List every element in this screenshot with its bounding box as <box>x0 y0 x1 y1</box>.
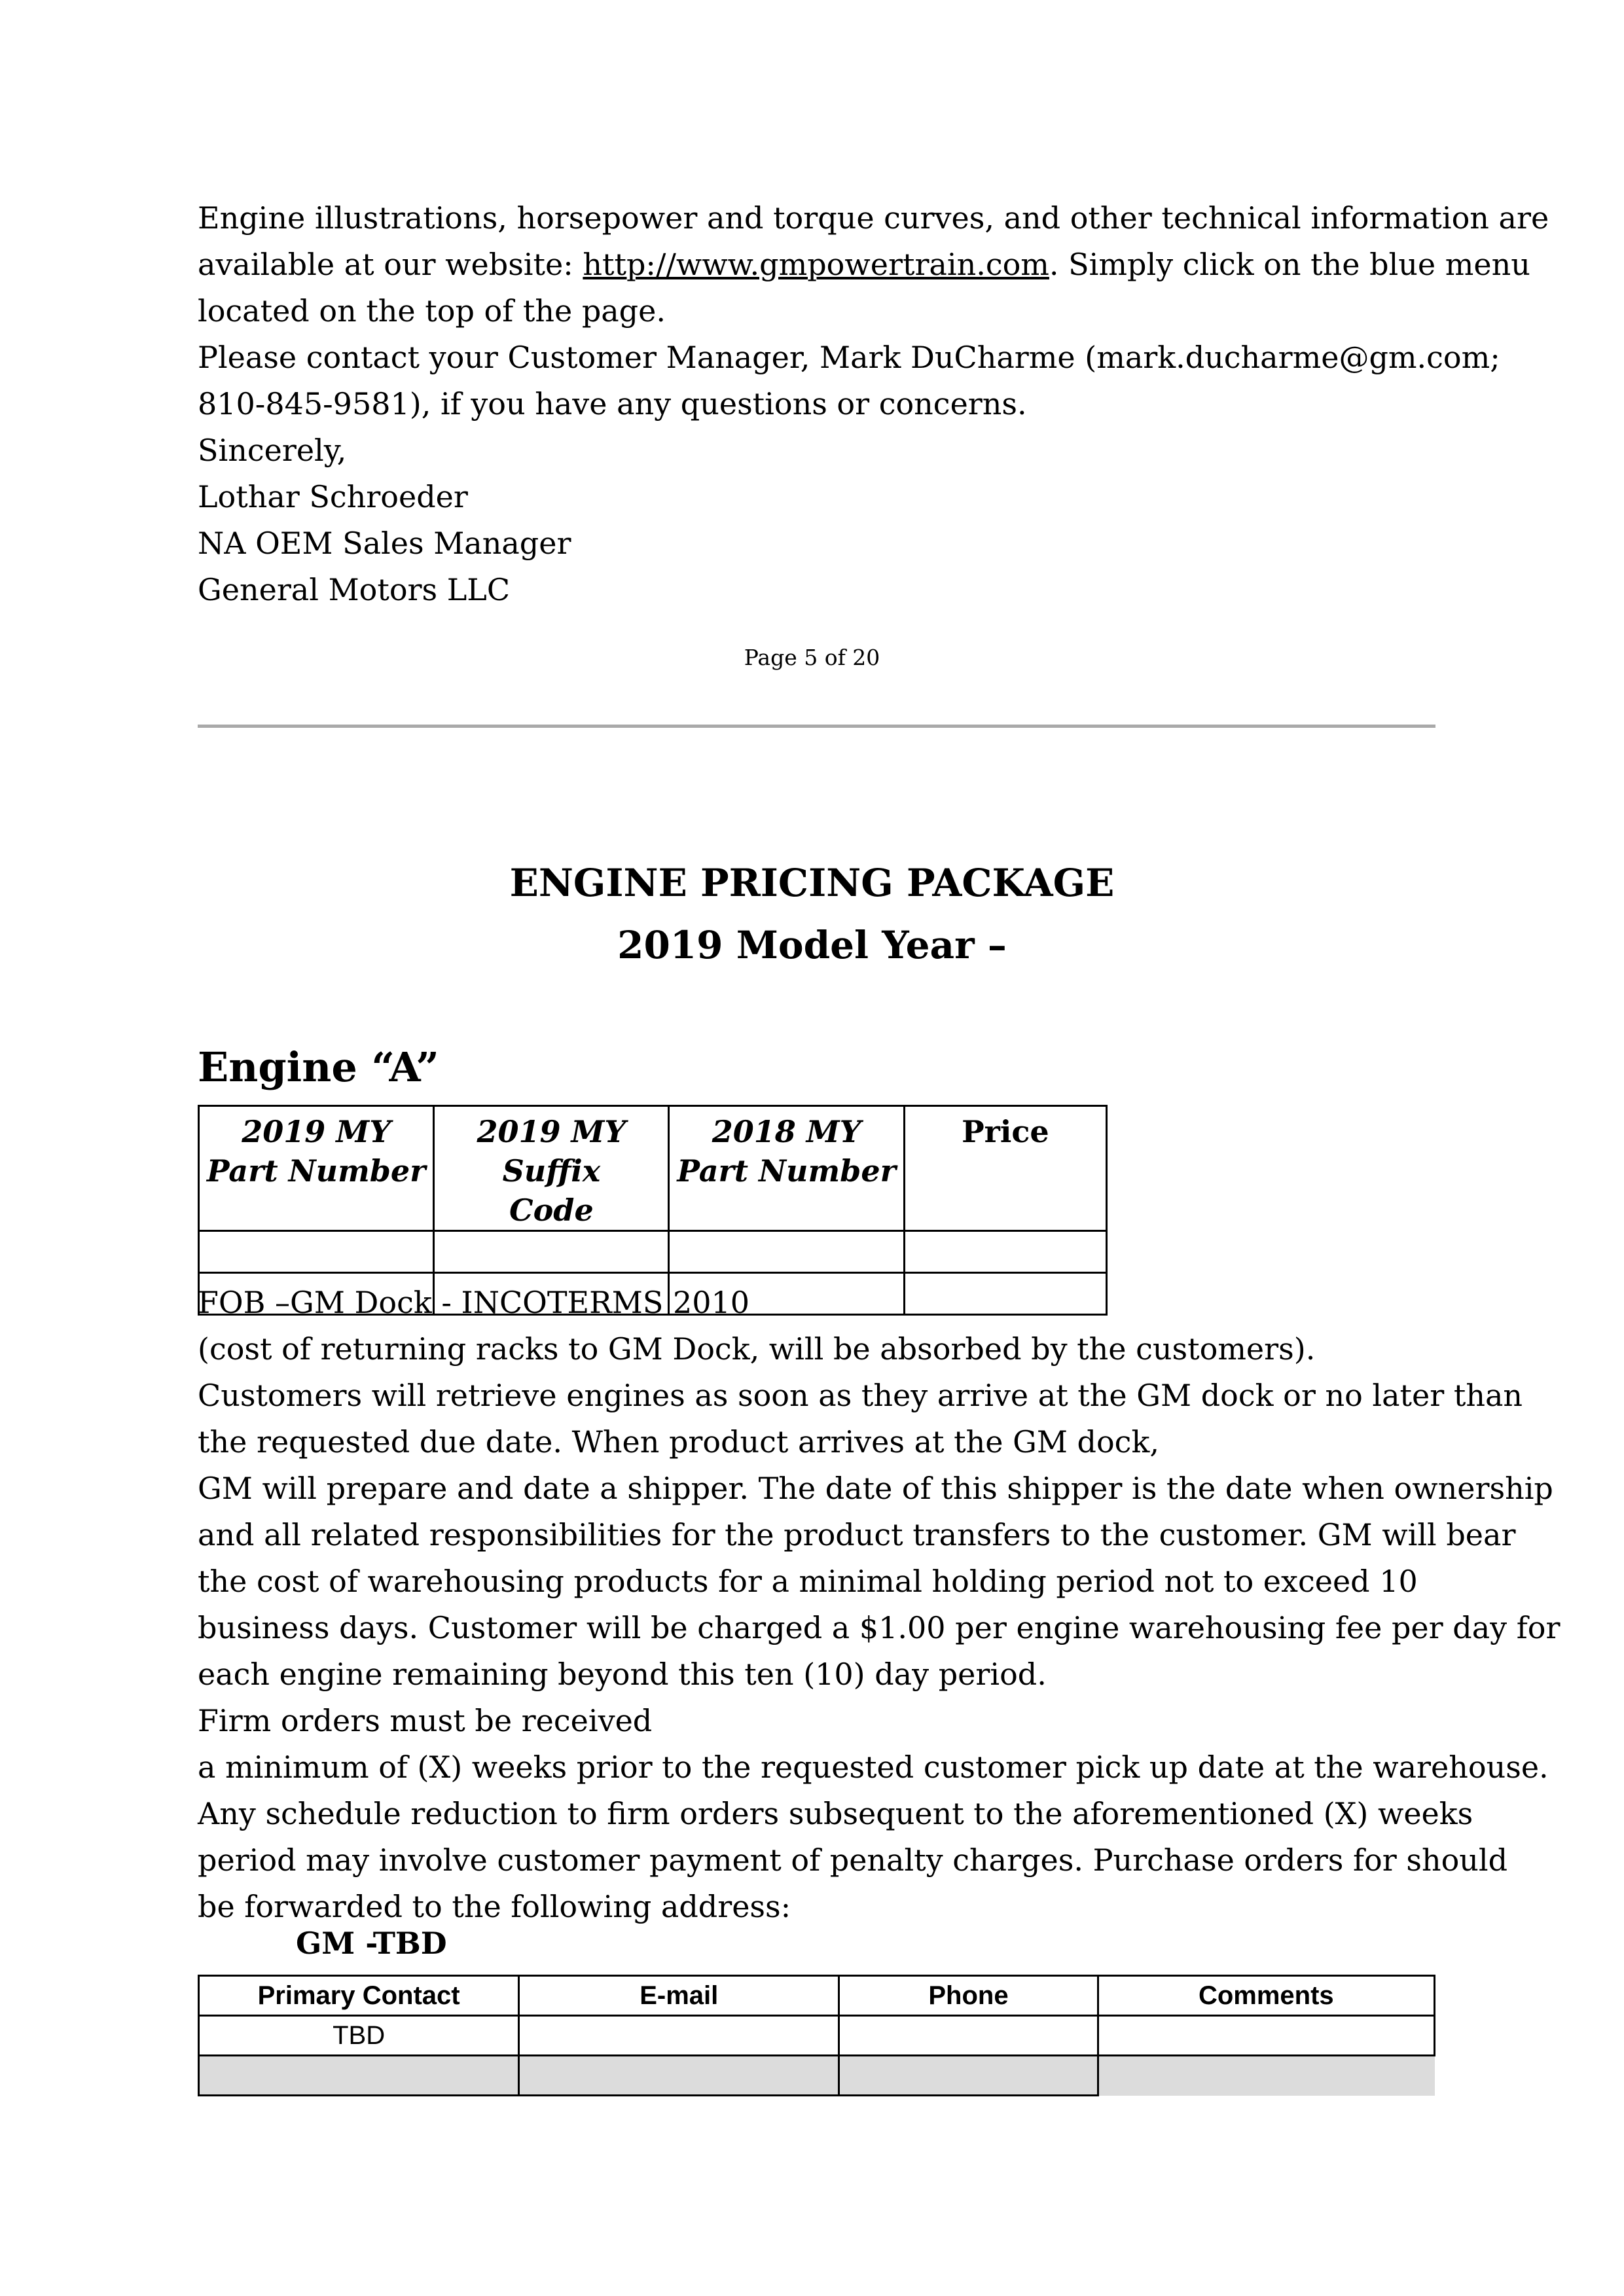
signer-company: General Motors LLC <box>198 572 511 607</box>
engine-table-header <box>904 1106 1106 1231</box>
letter-line: located on the top of the page. <box>198 293 666 329</box>
terms-line: each engine remaining beyond this ten (10) day period. <box>198 1657 1047 1692</box>
document-subtitle: 2019 Model Year – <box>617 923 1007 967</box>
terms-line: period may involve customer payment of penalty charges. Purchase orders for should <box>198 1842 1508 1878</box>
table-cell <box>519 2056 839 2096</box>
terms-text <box>198 1280 1560 1930</box>
letter-line: Sincerely, <box>198 433 347 468</box>
header-line: Code <box>509 1193 594 1228</box>
table-cell <box>519 2016 839 2056</box>
terms-line: (cost of returning racks to GM Dock, will be absorbed by the customers). <box>198 1331 1316 1367</box>
terms-line: the cost of warehousing products for a minimal holding period not to exceed 10 <box>198 1564 1418 1599</box>
table-row <box>199 2016 1435 2056</box>
page-divider <box>198 725 1435 728</box>
table-cell <box>199 2056 519 2096</box>
letter-line: 810-845-9581), if you have any questions or concerns. <box>198 386 1027 422</box>
header-line: Part Number <box>677 1153 896 1189</box>
terms-line: FOB –GM Dock - INCOTERMS 2010 <box>198 1285 750 1320</box>
table-cell <box>839 2056 1098 2096</box>
page-number: Page 5 of 20 <box>744 645 880 670</box>
contact-table-header-row <box>199 1976 1435 2016</box>
letter-closing <box>198 195 1549 613</box>
table-row <box>199 1231 1107 1273</box>
engine-table-header <box>669 1106 904 1231</box>
letter-line: Engine illustrations, horsepower and torque curves, and other technical information are <box>198 200 1549 236</box>
terms-line: GM will prepare and date a shipper. The date of this shipper is the date when ownership <box>198 1471 1553 1506</box>
table-cell <box>1098 2056 1434 2096</box>
header-line: 2019 MY Suffix <box>477 1114 626 1189</box>
signer-name: Lothar Schroeder <box>198 479 468 514</box>
contact-table-header: Comments <box>1098 1976 1434 2016</box>
terms-line: Customers will retrieve engines as soon as they arrive at the GM dock or no later than <box>198 1378 1523 1413</box>
terms-line: a minimum of (X) weeks prior to the requested customer pick up date at the warehouse. <box>198 1749 1549 1785</box>
document-title: ENGINE PRICING PACKAGE <box>509 861 1115 905</box>
letter-line-with-link <box>198 242 1549 288</box>
table-cell <box>839 2016 1098 2056</box>
engine-table-header <box>434 1106 669 1231</box>
engine-heading: Engine “A” <box>198 1043 439 1091</box>
table-cell <box>199 1231 434 1273</box>
gm-contact-label: GM -TBD <box>296 1926 447 1961</box>
terms-line: the requested due date. When product arrives at the GM dock, <box>198 1424 1159 1460</box>
table-cell: TBD <box>199 2016 519 2056</box>
contact-table-header: Phone <box>839 1976 1098 2016</box>
letter-text: . Simply click on the blue menu <box>1049 247 1530 282</box>
header-line: 2019 MY <box>242 1114 391 1149</box>
table-cell <box>904 1231 1106 1273</box>
engine-table-header <box>199 1106 434 1231</box>
table-row <box>199 2056 1435 2096</box>
header-line: Part Number <box>206 1153 426 1189</box>
terms-line: Any schedule reduction to firm orders subsequent to the aforementioned (X) weeks <box>198 1796 1473 1831</box>
table-cell <box>434 1231 669 1273</box>
terms-line: business days. Customer will be charged a $1.00 per engine warehousing fee per day for <box>198 1610 1561 1645</box>
contact-table <box>198 1975 1435 2096</box>
website-link[interactable]: http://www.gmpowertrain.com <box>583 247 1049 282</box>
header-line: Price <box>962 1114 1049 1149</box>
engine-table-header-row <box>199 1106 1107 1231</box>
terms-line: Firm orders must be received <box>198 1703 653 1738</box>
table-cell <box>669 1231 904 1273</box>
terms-line: be forwarded to the following address: <box>198 1889 791 1924</box>
letter-line: Please contact your Customer Manager, Mark DuCharme (mark.ducharme@gm.com; <box>198 340 1500 375</box>
table-cell <box>1098 2016 1434 2056</box>
contact-table-header: Primary Contact <box>199 1976 519 2016</box>
header-line: 2018 MY <box>712 1114 861 1149</box>
terms-line: and all related responsibilities for the product transfers to the customer. GM will bear <box>198 1517 1516 1552</box>
letter-text: available at our website: <box>198 247 583 282</box>
signer-title: NA OEM Sales Manager <box>198 526 571 561</box>
contact-table-header: E-mail <box>519 1976 839 2016</box>
